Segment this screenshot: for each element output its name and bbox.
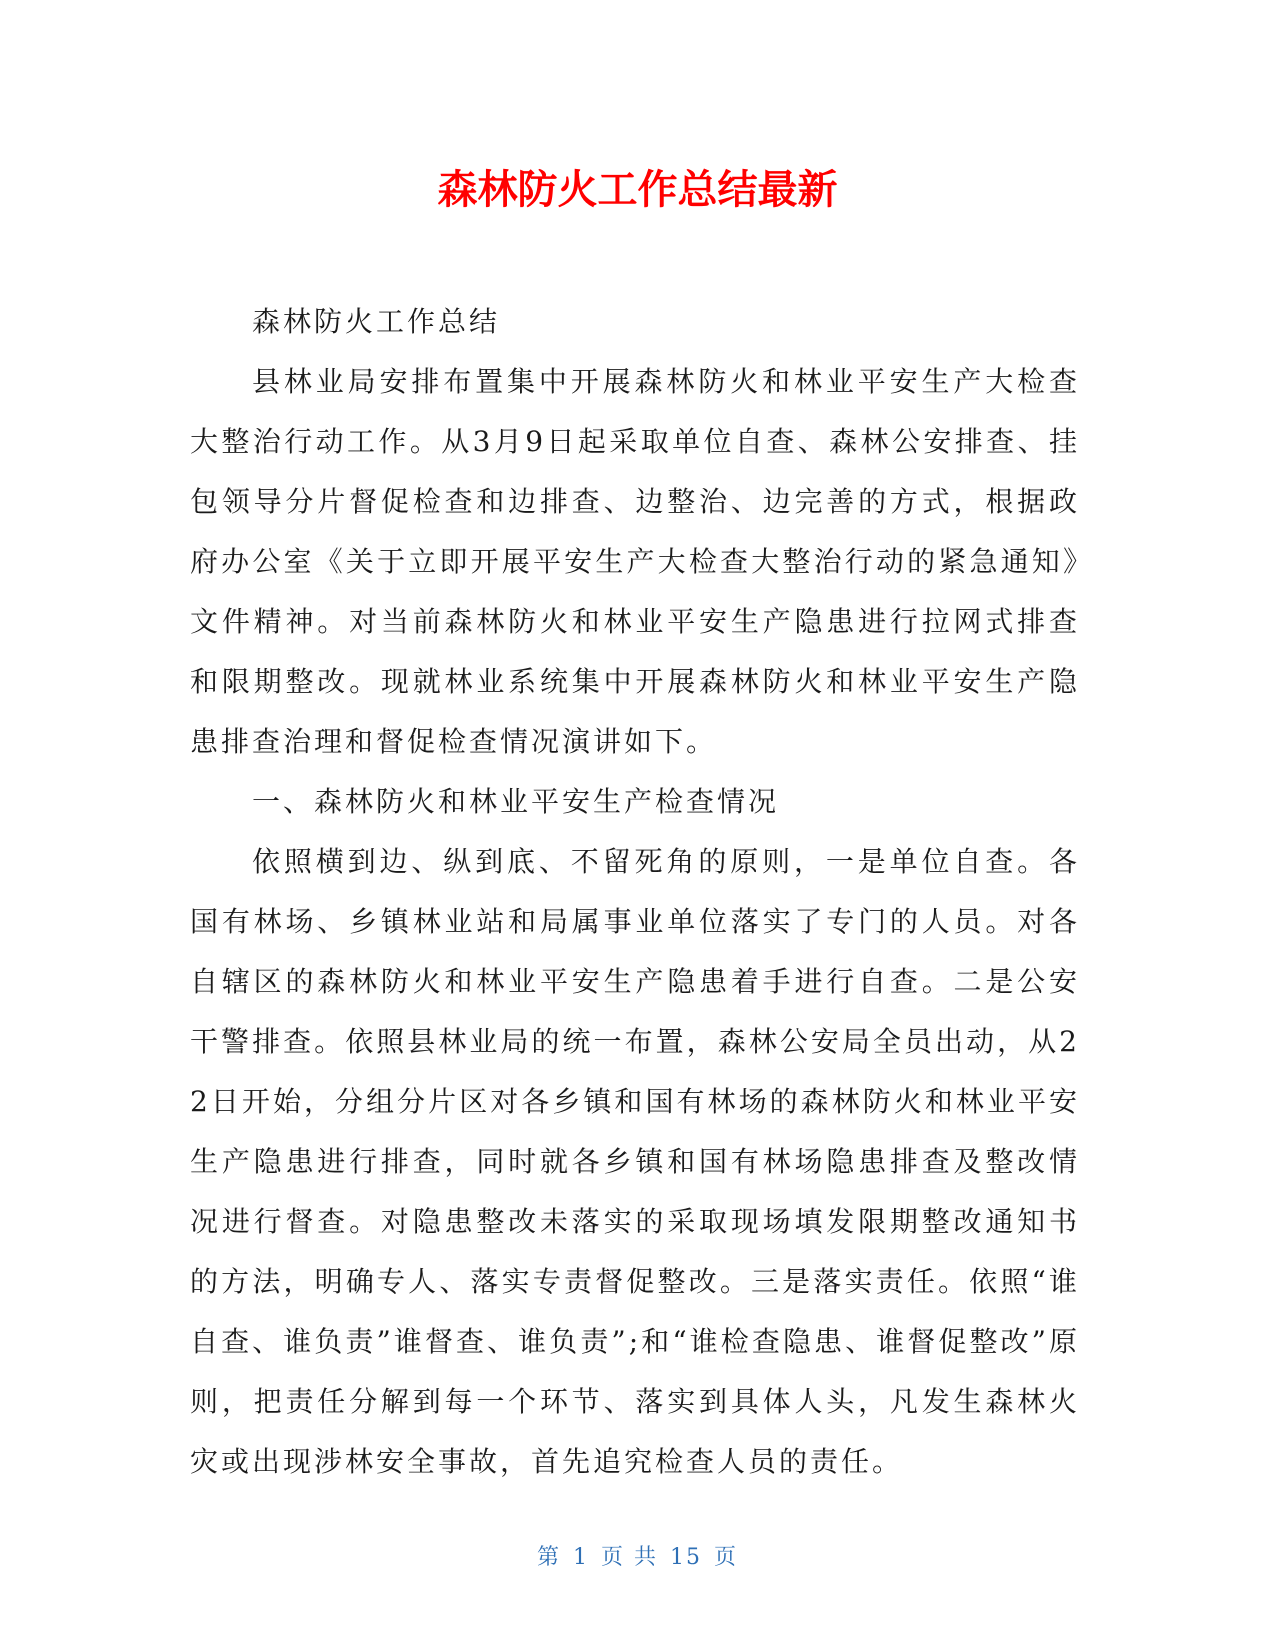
paragraph-section-1: 依照横到边、纵到底、不留死角的原则，一是单位自查。各国有林场、乡镇林业站和局属事业单位落实了专门的人员。对各自辖区的森林防火和林业平安生产隐患着手进行自查。二是公安干警排查。依照县林业局的统一布置，森林公安局全员出动，从22日开始，分组分片区对各乡镇和国有林场的森林防火和林业平安生产隐患进行排查，同时就各乡镇和国有林场隐患排查及整改情况进行督查。对隐患整改未落实的采取现场填发限期整改通知书的方法，明确专人、落实专责督促整改。三是落实责任。依照“谁自查、谁负责”谁督查、谁负责”;和“谁检查隐患、谁督促整改”原则，把责任分解到每一个环节、落实到具体人头，凡发生森林火灾或出现涉林安全事故，首先追究检查人员的责任。: [190, 845, 1080, 1478]
footer-total-pages: 15: [670, 1545, 702, 1570]
footer-current-page: 1: [573, 1545, 589, 1570]
footer-middle: 页 共: [601, 1545, 658, 1570]
section-heading-1: 一、森林防火和林业平安生产检查情况: [252, 785, 780, 818]
document-title: 森林防火工作总结最新: [437, 167, 838, 213]
footer-suffix: 页: [714, 1545, 739, 1570]
paragraph-intro: 县林业局安排布置集中开展森林防火和林业平安生产大检查大整治行动工作。从3月9日起采取单位自查、森林公安排查、挂包领导分片督促检查和边排查、边整治、边完善的方式，根据政府办公室《关于立即开展平安生产大检查大整治行动的紧急通知》文件精神。对当前森林防火和林业平安生产隐患进行拉网式排查和限期整改。现就林业系统集中开展森林防火和林业平安生产隐患排查治理和督促检查情况演讲如下。: [190, 365, 1080, 758]
footer-prefix: 第: [536, 1545, 561, 1570]
paragraph-heading: 森林防火工作总结: [252, 305, 501, 338]
page-number-footer: [0, 1542, 1275, 1574]
document-body: [190, 292, 1080, 1492]
